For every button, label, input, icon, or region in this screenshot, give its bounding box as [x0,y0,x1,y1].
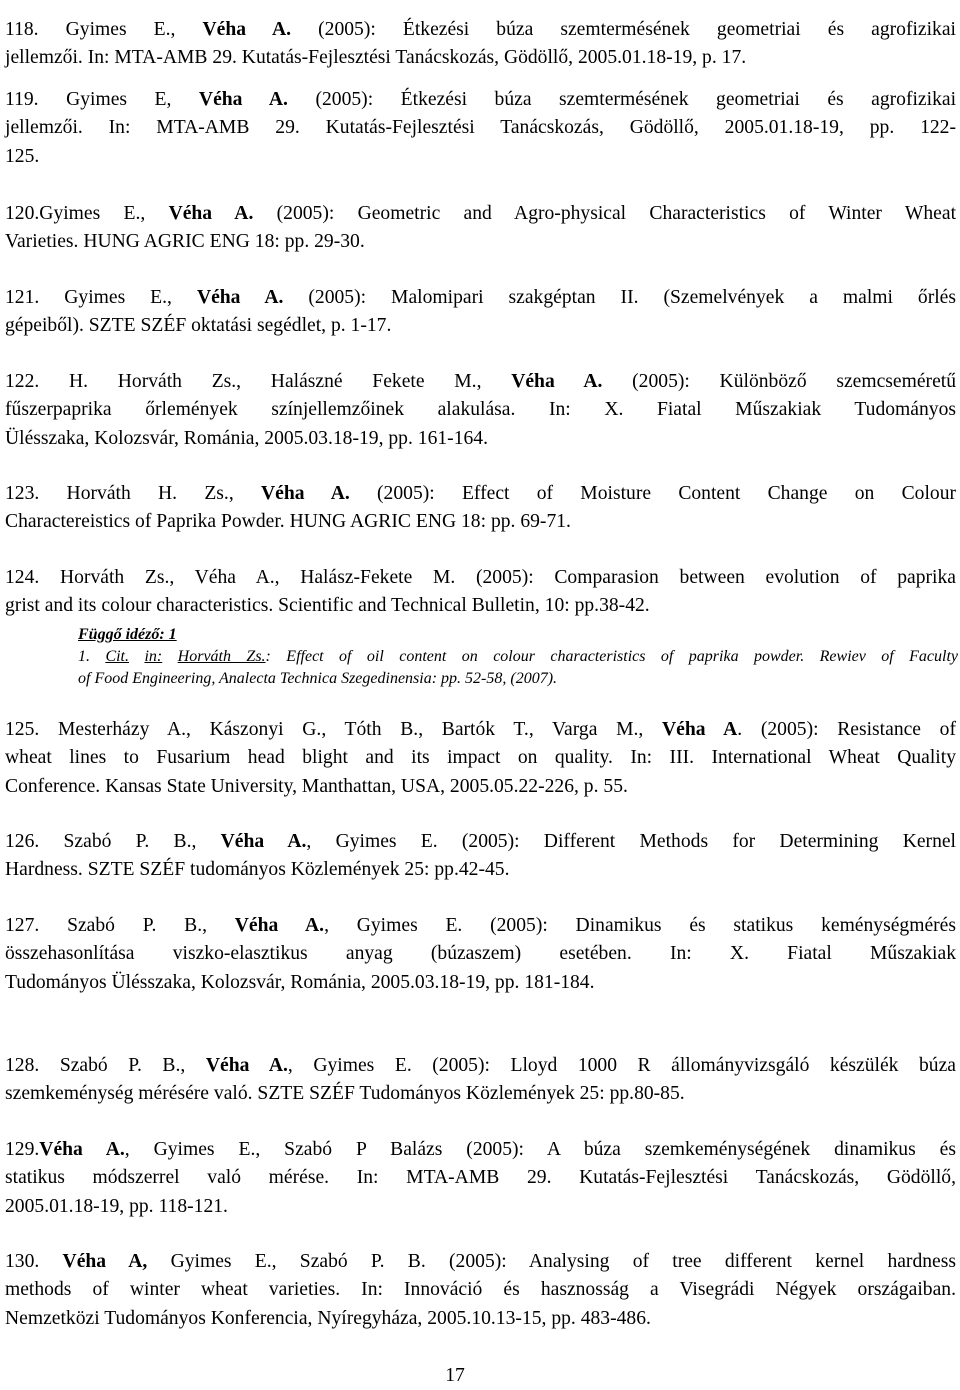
reference-line [5,200,956,228]
reference-text: (2005): Malomipari szakgéptan II. (Szemelvények a malmi őrlés [283,287,957,308]
reference-121 [5,284,956,341]
citation-text: Horváth Zs. [177,648,266,665]
reference-text: , Gyimes E. (2005): Lloyd 1000 R állományvizsgáló készülék búza [287,1055,957,1076]
reference-text: Tudományos Ülésszaka, Kolozsvár, Románia, 2005.03.18-19, pp. 181-184. [5,971,595,993]
reference-line [5,828,956,856]
citation-line [78,646,958,668]
citation-text: : Effect of oil content on colour characteristics of paprika powder. Rewiev of Faculty [265,648,959,665]
reference-line [5,940,956,968]
reference-text: Gyimes E., Szabó P. B. (2005): Analysing of tree different kernel hardness [147,1251,956,1272]
reference-122 [5,368,956,453]
reference-text: 119. Gyimes E, [5,89,199,110]
reference-text: 126. Szabó P. B., [5,831,221,852]
reference-text: (2005): Geometric and Agro-physical Characteristics of Winter Wheat [253,203,957,224]
reference-text: fűszerpaprika őrlemények színjellemzőinek alakulása. In: X. Fiatal Műszakiak Tudományos [5,399,956,421]
reference-123 [5,480,956,537]
reference-127 [5,912,956,997]
reference-line [5,1080,956,1108]
reference-line [5,1305,956,1333]
reference-text: , Gyimes E. (2005): Different Methods for Determining Kernel [306,831,957,852]
author-highlight: Véha A. [196,287,284,308]
reference-line [5,284,956,312]
author-highlight: Véha A [661,719,738,740]
author-highlight: Véha A. [168,203,254,224]
author-highlight: Véha A. [220,831,307,852]
reference-text: , Gyimes E., Szabó P Balázs (2005): A búza szemkeménységének dinamikus és [124,1139,956,1160]
reference-text: statikus módszerrel való mérése. In: MTA-AMB 29. Kutatás-Fejlesztési Tanácskozás, Gödöllő, [5,1167,956,1189]
reference-text: Nemzetközi Tudományos Konferencia, Nyíregyháza, 2005.10.13-15, pp. 483-486. [5,1307,651,1329]
reference-line [5,1136,956,1164]
author-highlight: Véha A. [205,1055,288,1076]
reference-line [5,744,956,772]
reference-text: 118. Gyimes E., [5,19,203,40]
reference-line [5,425,956,453]
reference-129 [5,1136,956,1221]
reference-119 [5,86,956,171]
reference-line [5,716,956,744]
reference-text: 2005.01.18-19, pp. 118-121. [5,1195,228,1217]
reference-line [5,1248,956,1276]
reference-line [5,16,956,44]
citation-text: 1. [78,648,106,665]
reference-text: (2005): Különböző szemcseméretű [602,371,957,392]
citation-text: Cit. [105,648,129,665]
reference-text: szemkeménység mérésére való. SZTE SZÉF Tudományos Közlemények 25: pp.80-85. [5,1083,685,1105]
reference-text: (2005): Effect of Moisture Content Change on Colour [349,483,957,504]
reference-line [5,856,956,884]
reference-text: 130. [5,1251,63,1272]
reference-text: , Gyimes E. (2005): Dinamikus és statikus keménységmérés [324,915,956,936]
reference-line [5,228,956,256]
author-highlight: Véha A. [234,915,325,936]
reference-118 [5,16,956,73]
reference-line [5,368,956,396]
reference-124 [5,564,956,621]
reference-line [5,480,956,508]
reference-text: Hardness. SZTE SZÉF tudományos Közlemények 25: pp.42-45. [5,859,510,881]
citation-heading: Függő idéző: 1 [78,626,177,643]
reference-text: 129. [5,1139,40,1160]
page-number: 17 [445,1365,465,1386]
reference-text: Conference. Kansas State University, Manthattan, USA, 2005.05.22-226, p. 55. [5,775,628,797]
author-highlight: Véha A. [511,371,603,392]
author-highlight: Véha A. [198,89,288,110]
reference-text: 128. Szabó P. B., [5,1055,206,1076]
reference-text: jellemzői. In: MTA-AMB 29. Kutatás-Fejlesztési Tanácskozás, Gödöllő, 2005.01.18-19, p. 17. [5,47,747,69]
reference-text: Varieties. HUNG AGRIC ENG 18: pp. 29-30. [5,231,365,253]
reference-text: 125. [5,145,40,167]
citation-text: in: [144,648,163,665]
citation-block [78,624,958,690]
reference-text: . (2005): Resistance of [737,719,957,740]
reference-text: gépeiből). SZTE SZÉF oktatási segédlet, p. 1-17. [5,315,392,337]
reference-text: 125. Mesterházy A., Kászonyi G., Tóth B., Bartók T., Varga M., [5,719,662,740]
author-highlight: Véha A. [202,19,292,40]
reference-text: wheat lines to Fusarium head blight and its impact on quality. In: III. International Wheat Quality [5,747,956,769]
author-highlight: Véha A. [39,1139,125,1160]
reference-text: 121. Gyimes E., [5,287,197,308]
reference-line [5,1052,956,1080]
reference-text: 124. Horváth Zs., Véha A., Halász-Fekete M. (2005): Comparasion between evolution of paprika [5,567,956,588]
reference-line [5,114,956,142]
reference-line [5,1276,956,1304]
reference-text: 122. H. Horváth Zs., Halászné Fekete M., [5,371,512,392]
reference-text: jellemzői. In: MTA-AMB 29. Kutatás-Fejlesztési Tanácskozás, Gödöllő, 2005.01.18-19, pp. 122- [5,117,956,139]
reference-text: összehasonlítása viszko-elasztikus anyag (búzaszem) esetében. In: X. Fiatal Műszakiak [5,943,956,965]
reference-line [5,508,956,536]
reference-line [5,773,956,801]
citation-text: of Food Engineering, Analecta Technica Szegedinensia: pp. 52-58, (2007). [78,670,558,687]
reference-line [5,564,956,592]
reference-line [5,312,956,340]
reference-line [5,86,956,114]
reference-text: Ülésszaka, Kolozsvár, Románia, 2005.03.18-19, pp. 161-164. [5,427,488,449]
author-highlight: Véha A. [260,483,350,504]
reference-line [5,969,956,997]
reference-text: grist and its colour characteristics. Scientific and Technical Bulletin, 10: pp.38-42. [5,595,650,617]
reference-line [5,1164,956,1192]
reference-text: methods of winter wheat varieties. In: Innováció és hasznosság a Visegrádi Négyek országaiban. [5,1279,956,1301]
reference-line [5,592,956,620]
reference-line [5,143,956,171]
reference-128 [5,1052,956,1109]
citation-line [78,668,958,690]
reference-text: (2005): Étkezési búza szemtermésének geometriai és agrofizikai [287,89,957,110]
reference-text: (2005): Étkezési búza szemtermésének geometriai és agrofizikai [291,19,956,40]
reference-text: 123. Horváth H. Zs., [5,483,261,504]
reference-120 [5,200,956,257]
reference-line [5,44,956,72]
reference-line [5,912,956,940]
reference-line [5,1193,956,1221]
reference-130 [5,1248,956,1333]
reference-125 [5,716,956,801]
reference-text: 120.Gyimes E., [5,203,169,224]
author-highlight: Véha A, [62,1251,148,1272]
reference-line [5,396,956,424]
reference-text: 127. Szabó P. B., [5,915,235,936]
reference-text: Charactereistics of Paprika Powder. HUNG AGRIC ENG 18: pp. 69-71. [5,511,571,533]
reference-126 [5,828,956,885]
